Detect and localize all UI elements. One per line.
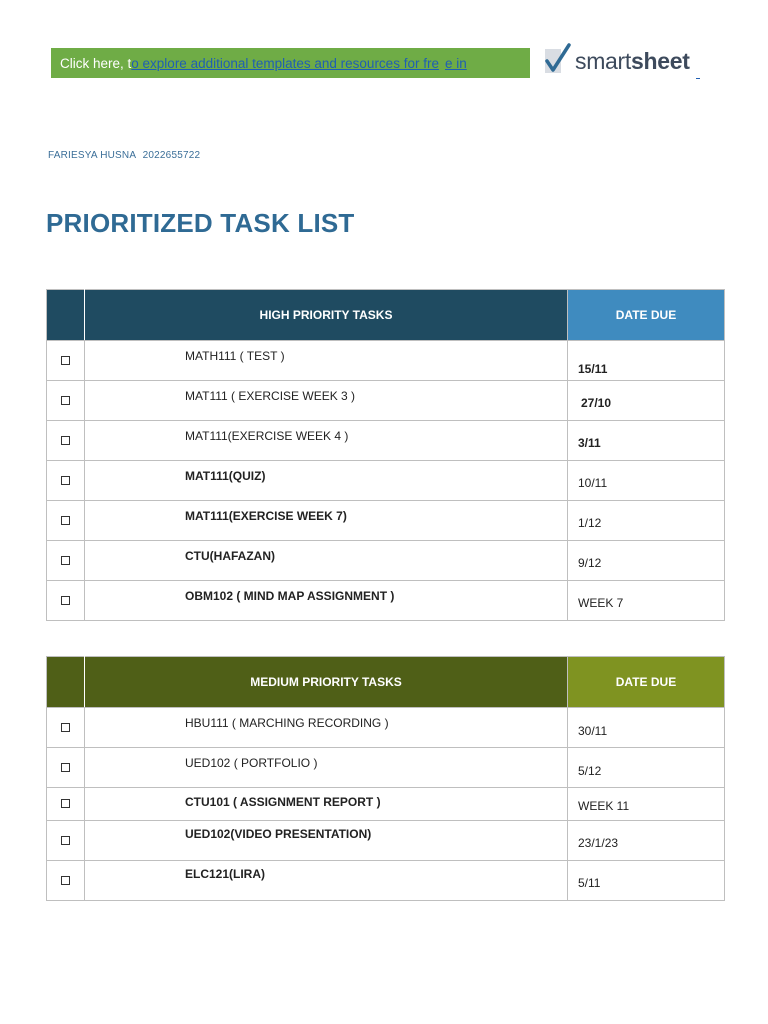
date-cell bbox=[568, 788, 725, 821]
checkbox-cell bbox=[47, 501, 85, 541]
task-checkbox[interactable] bbox=[61, 356, 70, 365]
table-row bbox=[47, 581, 725, 621]
medium-priority-table bbox=[46, 656, 725, 901]
task-checkbox[interactable] bbox=[61, 763, 70, 772]
medium-tasks-header: MEDIUM PRIORITY TASKS bbox=[85, 657, 568, 708]
medium-date-header: DATE DUE bbox=[568, 657, 725, 708]
logo-link-underline bbox=[696, 78, 700, 79]
date-cell bbox=[568, 581, 725, 621]
task-cell: MAT111(EXERCISE WEEK 7) bbox=[85, 501, 568, 541]
date-value: 9/12 bbox=[578, 556, 602, 570]
checkbox-cell bbox=[47, 541, 85, 581]
date-cell bbox=[568, 708, 725, 748]
templates-banner[interactable] bbox=[51, 48, 530, 78]
table-row bbox=[47, 788, 725, 821]
task-checkbox[interactable] bbox=[61, 476, 70, 485]
table-row bbox=[47, 748, 725, 788]
checkbox-cell bbox=[47, 581, 85, 621]
smartsheet-logo[interactable] bbox=[543, 38, 703, 84]
date-cell bbox=[568, 861, 725, 901]
high-header-row bbox=[47, 290, 725, 341]
checkbox-cell bbox=[47, 861, 85, 901]
table-row bbox=[47, 381, 725, 421]
logo-wordmark-light: smart bbox=[575, 47, 632, 74]
date-value: 15/11 bbox=[578, 362, 608, 376]
table-row bbox=[47, 501, 725, 541]
checkbox-cell bbox=[47, 341, 85, 381]
date-value: 10/11 bbox=[578, 476, 608, 490]
checkbox-cell bbox=[47, 421, 85, 461]
table-row bbox=[47, 708, 725, 748]
task-cell: HBU111 ( MARCHING RECORDING ) bbox=[85, 708, 568, 748]
task-checkbox[interactable] bbox=[61, 836, 70, 845]
date-value: 5/11 bbox=[578, 876, 601, 890]
table-row bbox=[47, 861, 725, 901]
date-cell bbox=[568, 421, 725, 461]
date-cell bbox=[568, 501, 725, 541]
author-line bbox=[48, 150, 200, 161]
medium-header-row bbox=[47, 657, 725, 708]
task-cell: MATH111 ( TEST ) bbox=[85, 341, 568, 381]
task-cell: UED102 ( PORTFOLIO ) bbox=[85, 748, 568, 788]
date-cell bbox=[568, 341, 725, 381]
date-value: WEEK 7 bbox=[578, 596, 624, 610]
high-date-header: DATE DUE bbox=[568, 290, 725, 341]
author-id: 2022655722 bbox=[142, 150, 201, 161]
table-row bbox=[47, 421, 725, 461]
date-value: 27/10 bbox=[581, 396, 612, 410]
logo-wordmark bbox=[575, 48, 690, 75]
task-cell: MAT111(QUIZ) bbox=[85, 461, 568, 501]
high-tasks-header: HIGH PRIORITY TASKS bbox=[85, 290, 568, 341]
table-row bbox=[47, 461, 725, 501]
task-cell: OBM102 ( MIND MAP ASSIGNMENT ) bbox=[85, 581, 568, 621]
task-checkbox[interactable] bbox=[61, 876, 70, 885]
checkbox-cell bbox=[47, 381, 85, 421]
date-cell bbox=[568, 461, 725, 501]
date-value: 1/12 bbox=[578, 516, 602, 530]
date-value: 30/11 bbox=[578, 724, 608, 738]
banner-lead-text: Click here, t bbox=[60, 55, 132, 71]
task-checkbox[interactable] bbox=[61, 799, 70, 808]
date-cell bbox=[568, 381, 725, 421]
logo-wordmark-bold: sheet bbox=[631, 47, 690, 74]
task-cell: MAT111 ( EXERCISE WEEK 3 ) bbox=[85, 381, 568, 421]
banner-link-free[interactable]: e in bbox=[444, 55, 467, 71]
high-priority-table bbox=[46, 289, 725, 621]
date-value: 23/1/23 bbox=[578, 836, 619, 850]
banner-link-templates[interactable]: o explore additional templates and resources for fre bbox=[131, 55, 439, 71]
task-cell: ELC121(LIRA) bbox=[85, 861, 568, 901]
checkbox-cell bbox=[47, 788, 85, 821]
task-checkbox[interactable] bbox=[61, 556, 70, 565]
date-cell bbox=[568, 541, 725, 581]
date-value: WEEK 11 bbox=[578, 799, 630, 813]
task-cell: MAT111(EXERCISE WEEK 4 ) bbox=[85, 421, 568, 461]
task-checkbox[interactable] bbox=[61, 436, 70, 445]
task-checkbox[interactable] bbox=[61, 723, 70, 732]
task-checkbox[interactable] bbox=[61, 516, 70, 525]
task-checkbox[interactable] bbox=[61, 596, 70, 605]
task-cell: UED102(VIDEO PRESENTATION) bbox=[85, 821, 568, 861]
date-value: 5/12 bbox=[578, 764, 602, 778]
date-value: 3/11 bbox=[578, 436, 601, 450]
checkbox-cell bbox=[47, 708, 85, 748]
checkmark-logo-icon bbox=[543, 43, 573, 79]
task-checkbox[interactable] bbox=[61, 396, 70, 405]
checkbox-cell bbox=[47, 461, 85, 501]
task-cell: CTU101 ( ASSIGNMENT REPORT ) bbox=[85, 788, 568, 821]
page-title: PRIORITIZED TASK LIST bbox=[46, 208, 355, 238]
medium-checkbox-header bbox=[47, 657, 85, 708]
date-cell bbox=[568, 821, 725, 861]
task-cell: CTU(HAFAZAN) bbox=[85, 541, 568, 581]
table-row bbox=[47, 821, 725, 861]
date-cell bbox=[568, 748, 725, 788]
checkbox-cell bbox=[47, 821, 85, 861]
high-checkbox-header bbox=[47, 290, 85, 341]
table-row bbox=[47, 541, 725, 581]
table-row bbox=[47, 341, 725, 381]
author-name: FARIESYA HUSNA bbox=[48, 150, 136, 161]
checkbox-cell bbox=[47, 748, 85, 788]
